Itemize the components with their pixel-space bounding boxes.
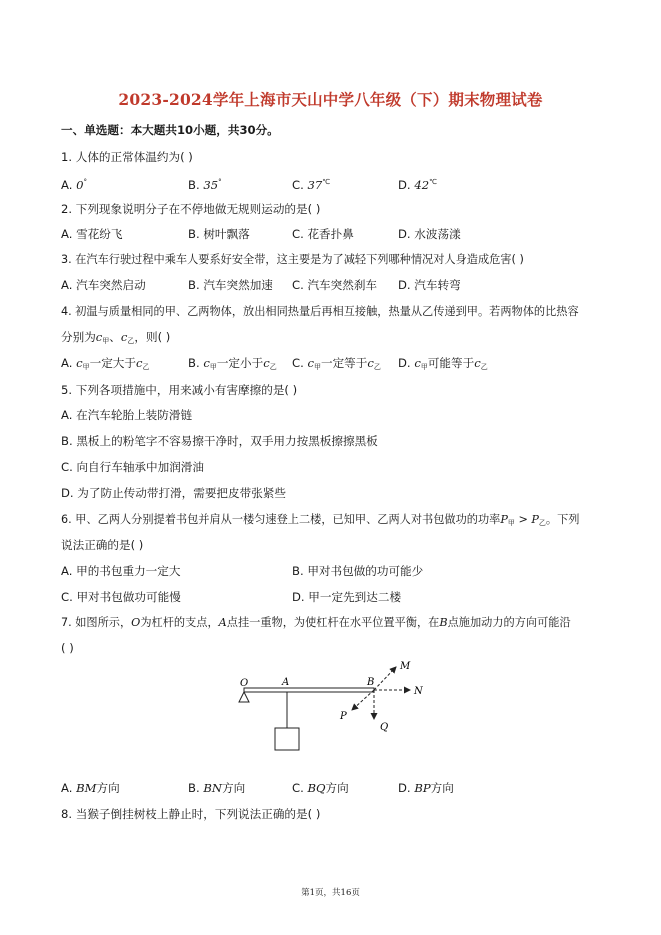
symbol-p: P: [531, 513, 539, 526]
lever-diagram: [230, 655, 430, 760]
greater-than: >: [514, 513, 532, 526]
option-label: A.: [61, 356, 77, 370]
option-text: 方向: [96, 781, 120, 795]
subscript: 甲: [209, 363, 217, 371]
question-4-stem-line2: [61, 330, 170, 348]
symbol-c: c: [263, 356, 270, 370]
symbol-c: c: [136, 356, 143, 370]
arrow-bm: [374, 667, 396, 690]
q3-option-a: A. 汽车突然启动: [61, 278, 146, 292]
subscript: 乙: [373, 363, 381, 371]
lever-bar: [244, 688, 374, 692]
option-label: B.: [188, 356, 204, 370]
q2-option-c: C. 花香扑鼻: [292, 227, 354, 241]
stem-text: 为杠杆的支点，: [140, 616, 219, 629]
option-value: 37: [307, 178, 323, 192]
section-heading: 一、单选题：本大题共10小题，共30分。: [61, 123, 279, 137]
q7-option-d: [398, 781, 454, 795]
label-q: Q: [380, 722, 389, 733]
page-footer: 第1页，共16页: [301, 888, 360, 898]
q5-option-b: B. 黑板上的粉笔字不容易擦干净时，双手用力按黑板擦擦黑板: [61, 434, 378, 448]
option-label: D.: [398, 356, 415, 370]
q3-option-d: D. 汽车转弯: [398, 278, 461, 292]
label-m: M: [400, 661, 411, 672]
option-text: 可能等于: [427, 356, 475, 370]
label-o: O: [240, 678, 249, 689]
exam-title: 2023-2024学年上海市天山中学八年级（下）期末物理试卷: [118, 90, 543, 109]
subscript: 乙: [480, 363, 488, 371]
q3-option-b: B. 汽车突然加速: [188, 278, 273, 292]
q6-option-c: C. 甲对书包做功可能慢: [61, 590, 181, 604]
q3-option-c: C. 汽车突然刹车: [292, 278, 378, 292]
symbol-c: c: [307, 356, 314, 370]
option-value: 35: [203, 178, 219, 192]
question-1-stem: 1. 人体的正常体温约为( ): [61, 150, 193, 164]
direction: BN: [203, 781, 222, 795]
q7-option-c: [292, 781, 349, 795]
subscript: 甲: [420, 363, 428, 371]
option-label: A.: [61, 781, 77, 795]
stem-text: 。下列: [545, 513, 580, 526]
q1-option-a: [61, 175, 87, 192]
subscript: 乙: [269, 363, 277, 371]
q5-option-d: D. 为了防止传动带打滑，需要把皮带张紧些: [61, 486, 286, 500]
q4-option-c: [292, 356, 381, 374]
question-5-stem: 5. 下列各项措施中，用来减小有害摩擦的是( ): [61, 383, 298, 397]
direction: BQ: [307, 781, 326, 795]
q1-option-c: [292, 175, 330, 192]
subscript: 甲: [507, 519, 515, 527]
symbol-c: c: [414, 356, 421, 370]
stem-text: 点施加动力的方向可能沿: [447, 616, 571, 629]
question-6-stem-line2: 说法正确的是( ): [61, 538, 144, 552]
question-7-stem-line1: [61, 616, 571, 630]
stem-text: ，则( ): [134, 330, 171, 344]
q5-option-c: C. 向自行车轴承中加润滑油: [61, 460, 204, 474]
direction: BP: [414, 781, 431, 795]
separator: 、: [109, 330, 121, 344]
direction: BM: [76, 781, 97, 795]
option-text: 一定大于: [89, 356, 136, 370]
question-4-stem-line1: 4. 初温与质量相同的甲、乙两物体，放出相同热量后再相互接触，热量从乙传递到甲。若两物体的比热容: [61, 305, 579, 318]
q2-option-b: B. 树叶飘落: [188, 227, 250, 241]
option-label: C.: [292, 356, 308, 370]
option-label: B.: [188, 178, 204, 192]
symbol-c: c: [474, 356, 481, 370]
option-label: A.: [61, 178, 77, 192]
subscript: 乙: [538, 519, 546, 527]
q6-option-a: A. 甲的书包重力一定大: [61, 564, 181, 578]
q6-option-d: D. 甲一定先到达二楼: [292, 590, 402, 604]
option-label: C.: [292, 178, 308, 192]
subscript: 甲: [313, 363, 321, 371]
stem-text: 6. 甲、乙两人分别提着书包并肩从一楼匀速登上二楼，已知甲、乙两人对书包做功的功率: [61, 513, 501, 526]
option-label: D.: [398, 178, 415, 192]
weight-box: [275, 728, 299, 750]
unit: °: [218, 178, 222, 186]
subscript: 乙: [127, 337, 135, 345]
option-value: 42: [414, 178, 430, 192]
question-3-stem: 3. 在汽车行驶过程中乘车人要系好安全带，这主要是为了减轻下列哪种情况对人身造成危害( ): [61, 253, 524, 266]
q5-option-a: A. 在汽车轮胎上装防滑链: [61, 408, 193, 422]
question-2-stem: 2. 下列现象说明分子在不停地做无规则运动的是( ): [61, 202, 321, 216]
unit: °: [83, 178, 87, 186]
subscript: 乙: [142, 363, 150, 371]
option-value: 0: [76, 178, 84, 192]
q1-option-b: [188, 175, 222, 192]
symbol-p: P: [500, 513, 508, 526]
stem-text: 7. 如图所示，: [61, 616, 132, 629]
label-b: B: [367, 677, 375, 688]
point-a: A: [218, 616, 227, 629]
option-text: 一定等于: [320, 356, 368, 370]
point-b: B: [439, 616, 448, 629]
symbol-c: c: [120, 330, 128, 344]
symbol-c: c: [76, 356, 83, 370]
q2-option-a: A. 雪花纷飞: [61, 227, 123, 241]
arrow-bp: [352, 690, 374, 710]
option-text: 一定小于: [216, 356, 264, 370]
option-text: 方向: [325, 781, 349, 795]
q4-option-a: [61, 356, 150, 374]
symbol-c: c: [367, 356, 374, 370]
subscript: 甲: [102, 337, 110, 345]
q2-option-d: D. 水波荡漾: [398, 227, 461, 241]
option-text: 方向: [222, 781, 246, 795]
option-label: C.: [292, 781, 308, 795]
unit: ℃: [429, 178, 437, 186]
pivot-triangle: [239, 692, 249, 702]
symbol-c: c: [95, 330, 103, 344]
q4-option-b: [188, 356, 277, 374]
question-6-stem-line1: [61, 513, 580, 530]
question-7-stem-line2: ( ): [61, 641, 74, 655]
label-n: N: [414, 686, 423, 697]
stem-text: 分别为: [61, 330, 96, 344]
q1-option-d: [398, 175, 437, 192]
stem-text: 点挂一重物，为使杠杆在水平位置平衡，在: [226, 616, 440, 629]
question-8-stem: 8. 当猴子倒挂树枝上静止时，下列说法正确的是( ): [61, 807, 321, 821]
q6-option-b: B. 甲对书包做的功可能少: [292, 564, 424, 578]
label-a: A: [282, 677, 290, 688]
label-p: P: [340, 711, 347, 722]
symbol-c: c: [203, 356, 210, 370]
option-label: B.: [188, 781, 204, 795]
q7-option-b: [188, 781, 245, 795]
subscript: 甲: [82, 363, 90, 371]
point-o: O: [131, 616, 141, 629]
option-text: 方向: [430, 781, 454, 795]
q4-option-d: [398, 356, 488, 374]
unit: ℃: [322, 178, 331, 186]
option-label: D.: [398, 781, 415, 795]
q7-option-a: [61, 781, 120, 795]
